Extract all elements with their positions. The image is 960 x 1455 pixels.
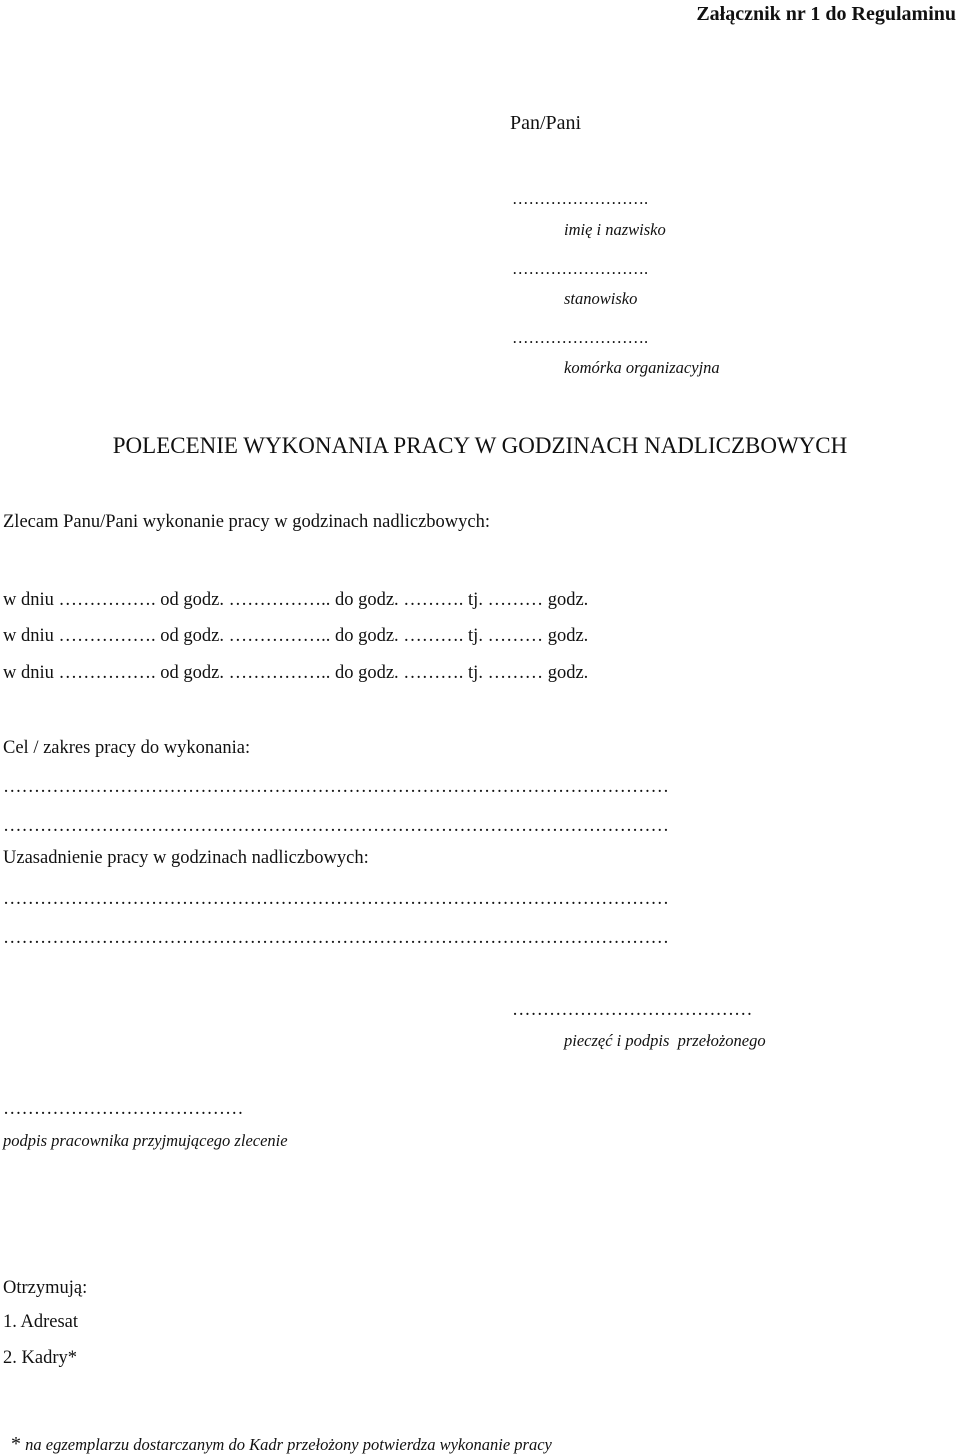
position-dots: ……………………. bbox=[512, 259, 649, 278]
footnote-text: na egzemplarzu dostarczanym do Kadr przełożony potwierdza wykonanie pracy bbox=[21, 1435, 552, 1454]
purpose-label: Cel / zakres pracy do wykonania: bbox=[3, 738, 251, 758]
salutation: Pan/Pani bbox=[510, 112, 582, 134]
schedule-row: w dniu ……………. od godz. …………….. do godz. ………. tj. ……… godz. bbox=[3, 626, 589, 646]
supervisor-signature-label: pieczęć i podpis przełożonego bbox=[564, 1031, 766, 1050]
name-dots: ……………………. bbox=[512, 189, 649, 208]
schedule-row: w dniu ……………. od godz. …………….. do godz. ………. tj. ……… godz. bbox=[3, 590, 589, 610]
attachment-header: Załącznik nr 1 do Regulaminu bbox=[696, 3, 956, 25]
justification-line: ……………………………………………………………………………………………… bbox=[3, 889, 669, 909]
purpose-line: ……………………………………………………………………………………………… bbox=[3, 816, 669, 836]
employee-signature-dots: ………………………………… bbox=[3, 1099, 244, 1119]
intro-text: Zlecam Panu/Pani wykonanie pracy w godzinach nadliczbowych: bbox=[3, 512, 491, 532]
purpose-line: ……………………………………………………………………………………………… bbox=[3, 777, 669, 797]
employee-signature-label: podpis pracownika przyjmującego zlecenie bbox=[3, 1131, 288, 1150]
justification-label: Uzasadnienie pracy w godzinach nadliczbowych: bbox=[3, 848, 369, 868]
unit-dots: ……………………. bbox=[512, 328, 649, 347]
recipient-item: 2. Kadry* bbox=[3, 1348, 77, 1368]
recipients-heading: Otrzymują: bbox=[3, 1278, 88, 1298]
document-title: POLECENIE WYKONANIA PRACY W GODZINACH NADLICZBOWYCH bbox=[112, 433, 848, 458]
justification-line: ……………………………………………………………………………………………… bbox=[3, 928, 669, 948]
footnote bbox=[3, 1418, 552, 1454]
unit-label: komórka organizacyjna bbox=[564, 358, 720, 377]
supervisor-signature-dots: ………………………………… bbox=[512, 1000, 753, 1020]
position-label: stanowisko bbox=[564, 289, 638, 308]
footnote-mark: * bbox=[11, 1433, 21, 1455]
schedule-row: w dniu ……………. od godz. …………….. do godz. ………. tj. ……… godz. bbox=[3, 663, 589, 683]
recipient-item: 1. Adresat bbox=[3, 1312, 79, 1332]
name-label: imię i nazwisko bbox=[564, 220, 666, 239]
